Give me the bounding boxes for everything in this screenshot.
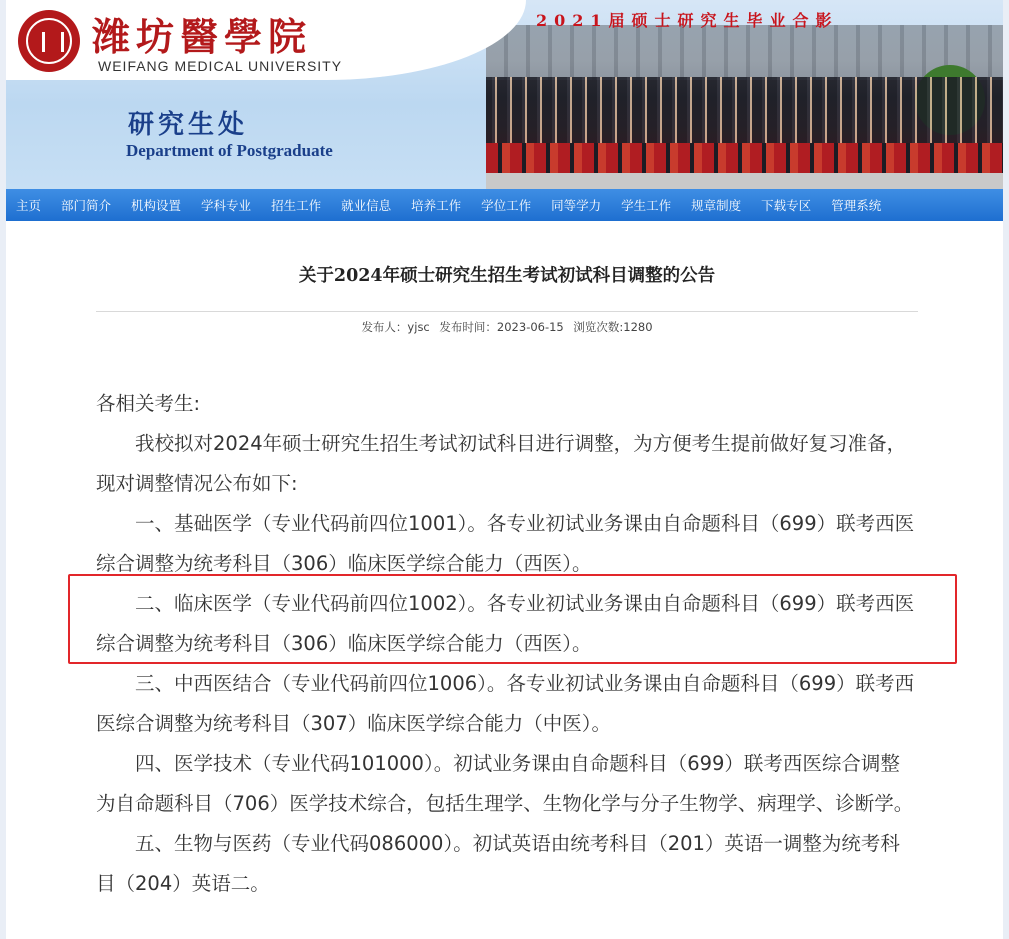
article-meta (96, 319, 918, 335)
nav-item-degrees[interactable]: 学位工作 (481, 198, 532, 213)
university-name-en: WEIFANG MEDICAL UNIVERSITY (98, 58, 343, 74)
nav-item-disciplines[interactable]: 学科专业 (201, 198, 252, 213)
article-item: 五、生物与医药（专业代码086000）。初试英语由统考科目（201）英语一调整为统考科目（204）英语二。 (96, 832, 900, 895)
article-date: 发布时间：2023-06-15 (439, 320, 564, 334)
article-item: 三、中西医结合（专业代码前四位1006）。各专业初试业务课由自命题科目（699）联考西医综合调整为统考科目（307）临床医学综合能力（中医）。 (96, 672, 915, 735)
nav-item-about[interactable]: 部门简介 (61, 198, 112, 213)
university-seal-icon (18, 10, 80, 72)
article-intro: 我校拟对2024年硕士研究生招生考试初试科目进行调整，为方便考生提前做好复习准备，现对调整情况公布如下: (96, 432, 907, 495)
department-name-cn: 研究生处 (128, 110, 249, 140)
nav-item-regulations[interactable]: 规章制度 (691, 198, 742, 213)
nav-item-organization[interactable]: 机构设置 (131, 198, 182, 213)
article-item: 二、临床医学（专业代码前四位1002）。各专业初试业务课由自命题科目（699）联考西医综合调整为统考科目（306）临床医学综合能力（西医）。 (96, 592, 915, 655)
nav-item-home[interactable]: 主页 (16, 198, 42, 213)
nav-item-employment[interactable]: 就业信息 (341, 198, 392, 213)
nav-item-downloads[interactable]: 下载专区 (761, 198, 812, 213)
university-name-cn: 潍坊醫學院 (92, 14, 313, 59)
main-nav (6, 189, 1003, 221)
graduation-photo (486, 25, 1003, 189)
department-name-en: Department of Postgraduate (126, 141, 333, 160)
page-frame-right (1003, 0, 1009, 939)
article-item: 四、医学技术（专业代码101000）。初试业务课由自命题科目（699）联考西医综合调整为自命题科目（706）医学技术综合，包括生理学、生物化学与分子生物学、病理学、诊断学。 (96, 752, 914, 815)
article-publisher: 发布人：yjsc (361, 320, 430, 334)
logo-area[interactable] (6, 0, 526, 80)
nav-item-training[interactable]: 培养工作 (411, 198, 462, 213)
photo-banner-text: 2021届硕士研究生毕业合影 (536, 11, 839, 30)
article-views: 浏览次数:1280 (573, 320, 653, 334)
nav-item-admissions[interactable]: 招生工作 (271, 198, 322, 213)
nav-item-equivalent-education[interactable]: 同等学力 (551, 198, 602, 213)
article-item: 一、基础医学（专业代码前四位1001）。各专业初试业务课由自命题科目（699）联考西医综合调整为统考科目（306）临床医学综合能力（西医）。 (96, 512, 915, 575)
highlight-box (68, 574, 957, 664)
title-divider (96, 311, 918, 312)
nav-item-student-work[interactable]: 学生工作 (621, 198, 672, 213)
article-salutation: 各相关考生: (96, 392, 201, 415)
site-header (6, 0, 1003, 189)
nav-item-management-system[interactable]: 管理系统 (831, 198, 882, 213)
article-title: 关于2024年硕士研究生招生考试初试科目调整的公告 (298, 266, 716, 286)
